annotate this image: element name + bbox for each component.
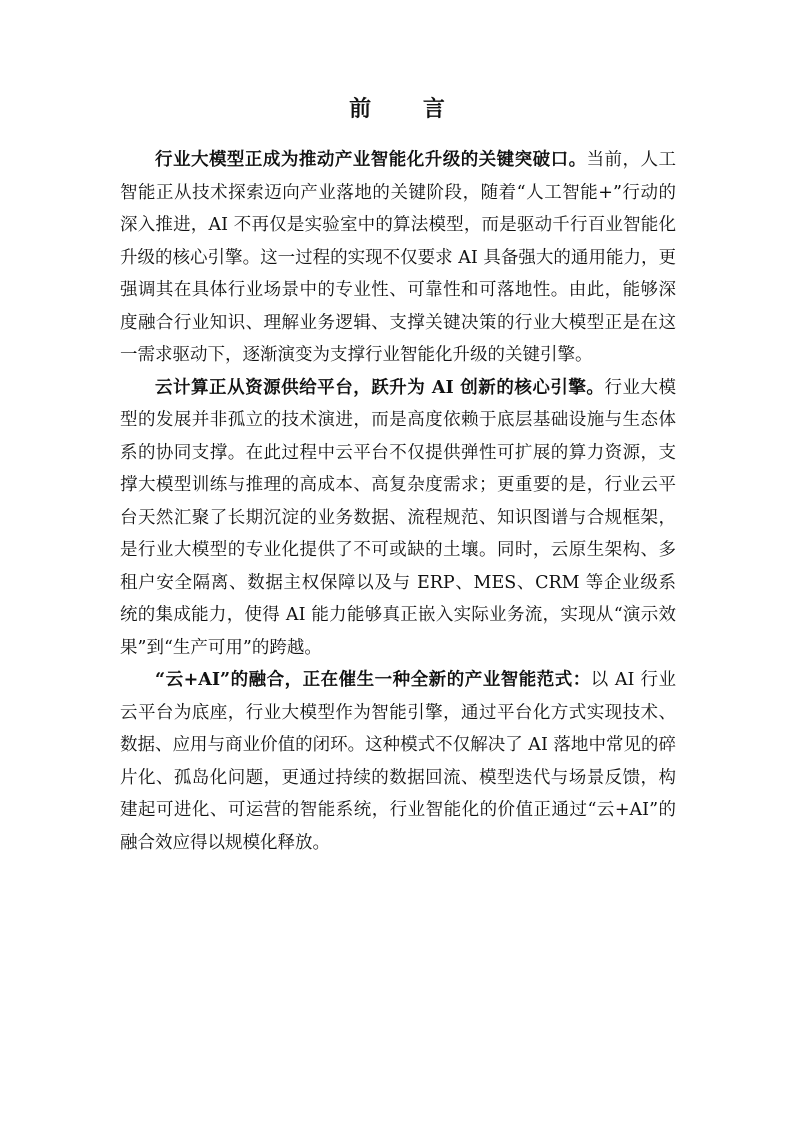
paragraph-3-lead: “云+AI”的融合，正在催生一种全新的产业智能范式： [155, 670, 591, 690]
paragraph-2-lead: 云计算正从资源供给平台，跃升为 AI 创新的核心引擎。 [155, 377, 605, 398]
paragraph-2-text: 行业大模型的发展并非孤立的技术演进，而是高度依赖于底层基础设施与生态体系的协同支撑。在此过程中云平台不仅提供弹性可扩展的算力资源，支撑大模型训练与推理的高成本、高复杂度需求；更重要的是，行业云平台天然汇聚了长期沉淀的业务数据、流程规范、知识图谱与合规框架，是行业大模型的专业化提供了不可或缺的土壤。同时，云原生架构、多租户安全隔离、数据主权保障以及与 ERP、MES、CRM 等企业级系统的集成能力，使得 AI 能力能够真正嵌入实际业务流，实现从“演示效果”到“生产可用”的跨越。 [120, 377, 676, 658]
paragraph-3 [120, 664, 676, 859]
page-title: 前 言 [349, 96, 467, 122]
paragraph-1-text: 当前，人工智能正从技术探索迈向产业落地的关键阶段，随着“人工智能+”行动的深入推进，AI 不再仅是实验室中的算法模型，而是驱动千行百业智能化升级的核心引擎。这一过程的实现不仅要求 AI 具备强大的通用能力，更强调其在具体行业场景中的专业性、可靠性和可落地性。由此，能够深度融合行业知识、理解业务逻辑、支撑关键决策的行业大模型正是在这一需求驱动下，逐渐演变为支撑行业智能化升级的关键引擎。 [120, 150, 677, 365]
paragraph-2 [120, 372, 676, 665]
paragraph-1-lead: 行业大模型正成为推动产业智能化升级的关键突破口。 [155, 150, 587, 170]
paragraph-1 [120, 144, 676, 372]
paragraph-3-text: 以 AI 行业云平台为底座，行业大模型作为智能引擎，通过平台化方式实现技术、数据、应用与商业价值的闭环。这种模式不仅解决了 AI 落地中常见的碎片化、孤岛化问题，更通过持续的数据回流、模型迭代与场景反馈，构建起可进化、可运营的智能系统，行业智能化的价值正通过“云+AI”的融合效应得以规模化释放。 [120, 670, 676, 853]
preface-body [120, 144, 676, 859]
